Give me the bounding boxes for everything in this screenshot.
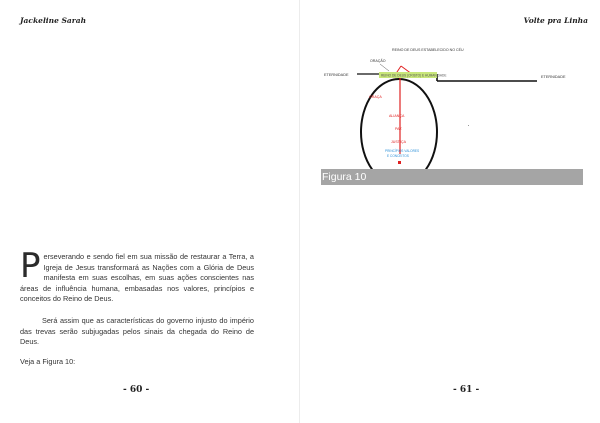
kingdom-diagram — [321, 44, 583, 185]
paz-label: PAZ — [395, 127, 402, 131]
center-box-label: REINO DE DEUS (CRISTO) E HUMANIDADE — [381, 73, 447, 78]
paragraph-3: Veja a Figura 10: — [20, 357, 76, 366]
principios-label-1: PRINCÍPIOS VALORES — [385, 149, 420, 153]
paragraph-2: Será assim que as características do governo injusto do império das trevas serão subjugadas pelos sinais da chegada do Reino de Deus. — [20, 316, 254, 347]
marker-dot — [398, 161, 401, 164]
figure-10 — [321, 44, 583, 185]
stray-dot — [468, 125, 469, 126]
author-header: Jackeline Sarah — [20, 16, 87, 25]
diagram-top-label: REINO DE DEUS ESTABELECIDO NO CÉU — [392, 48, 464, 52]
paragraph-1 — [20, 246, 254, 305]
graca-label: GRAÇA — [369, 95, 382, 99]
figure-caption: Figura 10 — [321, 169, 583, 185]
drop-cap: P — [20, 246, 41, 286]
justica-label: JUSTIÇA — [391, 140, 406, 144]
eternidade-left-label: ETERNIDADE — [324, 73, 349, 77]
book-title-header: Volte pra Linha — [523, 16, 588, 25]
alianca-label: ALIANÇA — [389, 114, 405, 118]
page-number-left: - 60 - — [123, 385, 150, 395]
oracao-pointer — [380, 64, 389, 71]
diagram-oracao-label: ORAÇÃO — [370, 59, 386, 63]
right-page — [300, 0, 600, 423]
eternidade-right-label: ETERNIDADE — [541, 75, 566, 79]
principios-label-2: E CONCEITOS — [387, 154, 409, 158]
page-number-right: - 61 - — [453, 385, 480, 395]
paragraph-1-text: erseverando e sendo fiel em sua missão de restaurar a Terra, a Igreja de Jesus transformará as Nações com a Glória de Deus manifesta em suas escolhas, em suas ações conscientes nas áreas de influência humana, embasadas nos valores, princípios e conceitos do Reino de Deus. — [20, 252, 254, 304]
